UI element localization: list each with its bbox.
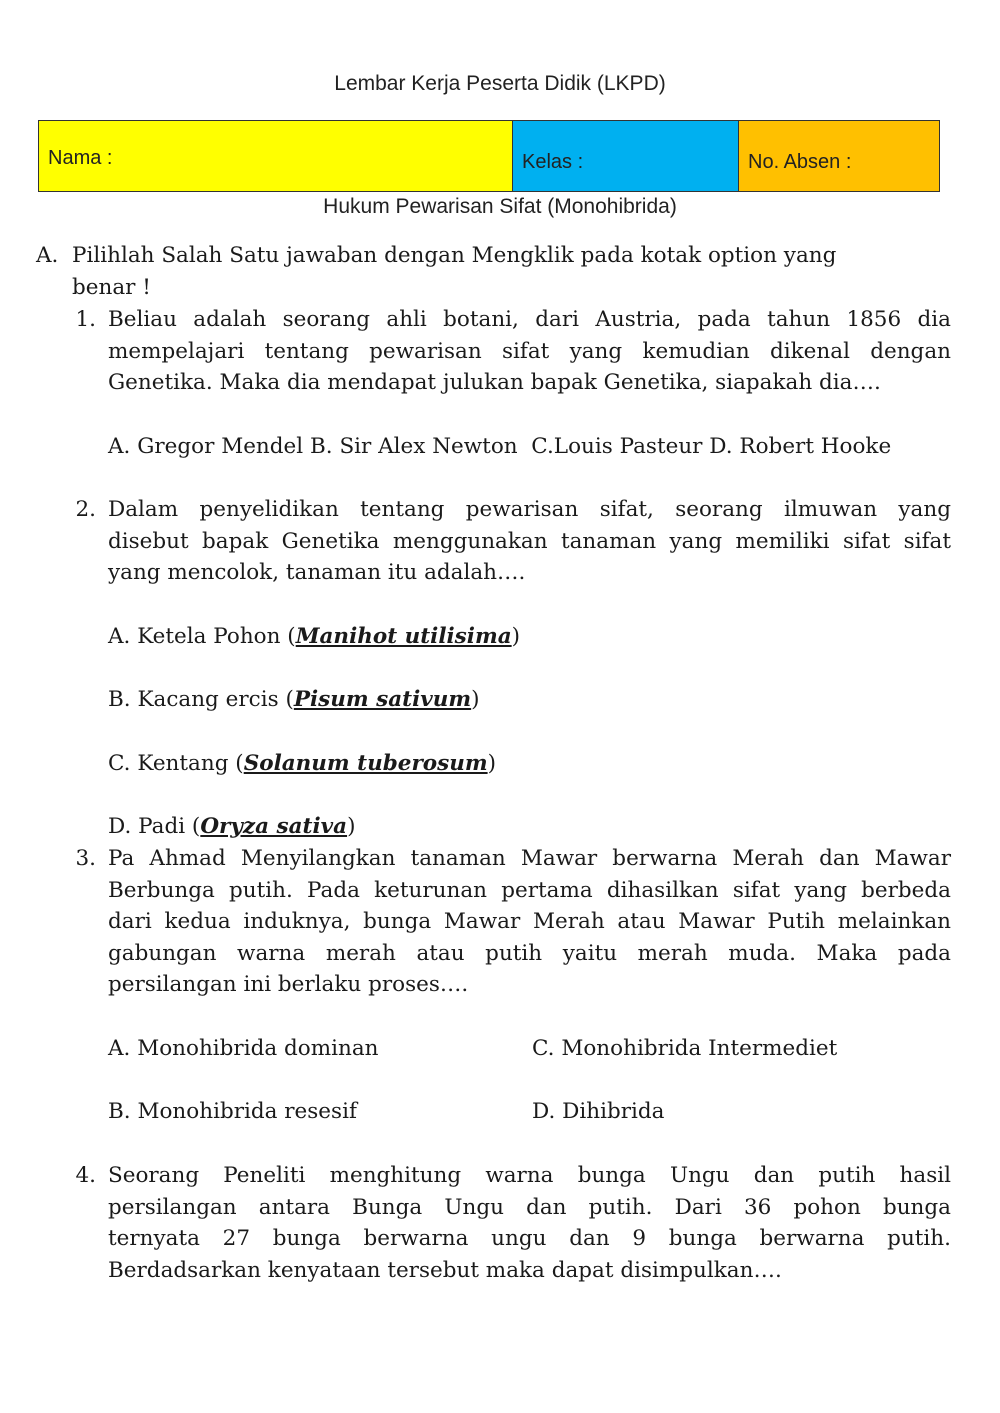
option-suffix: ) xyxy=(471,687,480,712)
question-2-number: 2. xyxy=(75,497,96,522)
question-3-line-5: persilangan ini berlaku proses…. xyxy=(108,972,469,997)
option-prefix: D. Padi ( xyxy=(108,814,201,839)
instruction-line-1: Pilihlah Salah Satu jawaban dengan Mengklik pada kotak option yang xyxy=(72,243,837,268)
question-1-options[interactable]: A. Gregor Mendel B. Sir Alex Newton C.Louis Pasteur D. Robert Hooke xyxy=(108,434,892,459)
name-label: Nama : xyxy=(48,147,113,169)
option-suffix: ) xyxy=(487,751,496,776)
class-field[interactable] xyxy=(513,121,739,191)
question-3-option-c[interactable]: C. Monohibrida Intermediet xyxy=(532,1036,838,1061)
question-2-line-1: Dalam penyelidikan tentang pewarisan sifat, seorang ilmuwan yang xyxy=(108,497,951,522)
question-3-option-d[interactable]: D. Dihibrida xyxy=(532,1099,665,1124)
question-4-line-4: Berdadsarkan kenyataan tersebut maka dapat disimpulkan…. xyxy=(108,1258,782,1283)
option-suffix: ) xyxy=(347,814,356,839)
scientific-name: Pisum sativum xyxy=(293,687,472,712)
question-3-number: 3. xyxy=(75,846,96,871)
question-2-line-2: disebut bapak Genetika menggunakan tanaman yang memiliki sifat sifat xyxy=(108,529,951,554)
question-4-line-1: Seorang Peneliti menghitung warna bunga Ungu dan putih hasil xyxy=(108,1163,951,1188)
question-3-line-1: Pa Ahmad Menyilangkan tanaman Mawar berwarna Merah dan Mawar xyxy=(108,846,951,871)
option-prefix: C. Kentang ( xyxy=(108,751,244,776)
question-2-option-c[interactable] xyxy=(108,748,496,780)
question-4-line-2: persilangan antara Bunga Ungu dan putih. Dari 36 pohon bunga xyxy=(108,1195,951,1220)
name-field[interactable] xyxy=(39,121,513,191)
instruction-line-2: benar ! xyxy=(72,275,151,300)
option-prefix: A. Ketela Pohon ( xyxy=(108,624,296,649)
question-1-line-1: Beliau adalah seorang ahli botani, dari Austria, pada tahun 1856 dia xyxy=(108,307,951,332)
question-2-line-3: yang mencolok, tanaman itu adalah…. xyxy=(108,560,526,585)
question-2-option-a[interactable] xyxy=(108,621,520,653)
option-suffix: ) xyxy=(511,624,521,649)
section-letter: A. xyxy=(36,243,59,268)
question-3-line-4: gabungan warna merah atau putih yaitu merah muda. Maka pada xyxy=(108,941,951,966)
worksheet-subtitle: Hukum Pewarisan Sifat (Monohibrida) xyxy=(323,195,677,218)
question-3-option-a[interactable]: A. Monohibrida dominan xyxy=(108,1036,379,1061)
question-4-line-3: ternyata 27 bunga berwarna ungu dan 9 bunga berwarna putih. xyxy=(108,1226,951,1251)
attendance-number-field[interactable] xyxy=(739,121,939,191)
question-1-number: 1. xyxy=(75,307,96,332)
attendance-number-label: No. Absen : xyxy=(748,151,852,173)
question-3-line-3: dari kedua induknya, bunga Mawar Merah atau Mawar Putih melainkan xyxy=(108,909,951,934)
question-3-option-b[interactable]: B. Monohibrida resesif xyxy=(108,1099,357,1124)
question-3-line-2: Berbunga putih. Pada keturunan pertama dihasilkan sifat yang berbeda xyxy=(108,878,951,903)
question-1-line-2: mempelajari tentang pewarisan sifat yang kemudian dikenal dengan xyxy=(108,339,951,364)
question-2-option-b[interactable] xyxy=(108,684,480,716)
scientific-name: Oryza sativa xyxy=(200,814,348,839)
question-4-number: 4. xyxy=(75,1163,96,1188)
scientific-name: Manihot utilisima xyxy=(295,624,512,649)
student-identity-box xyxy=(38,120,940,192)
class-label: Kelas : xyxy=(522,151,584,173)
option-prefix: B. Kacang ercis ( xyxy=(108,687,294,712)
scientific-name: Solanum tuberosum xyxy=(243,751,488,776)
question-1-line-3: Genetika. Maka dia mendapat julukan bapak Genetika, siapakah dia…. xyxy=(108,370,881,395)
worksheet-title: Lembar Kerja Peserta Didik (LKPD) xyxy=(334,72,666,95)
question-2-option-d[interactable] xyxy=(108,811,355,843)
